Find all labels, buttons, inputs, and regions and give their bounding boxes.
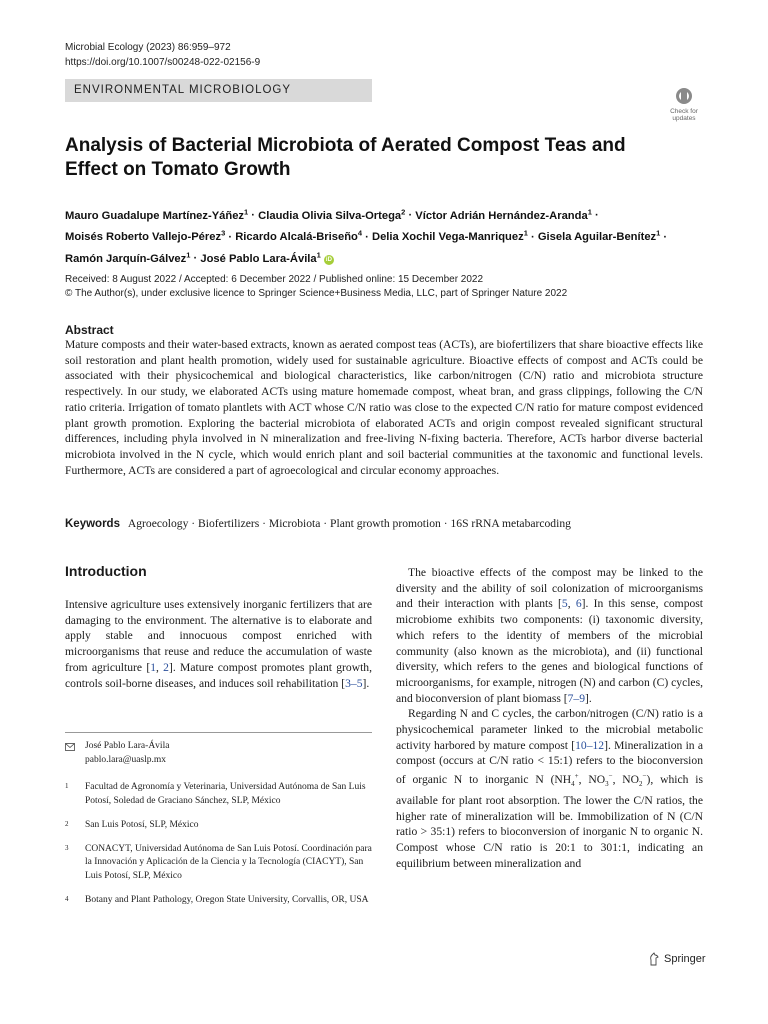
author[interactable]: Claudia Olivia Silva-Ortega$^2$ xyxy=(258,207,406,222)
paragraph: The bioactive effects of the compost may be linked to the diversity and the ability of soil colonization of microorganisms and their interaction with plants [5, 6]. In this sense, compost microbiome exhibits two components: (i) taxonomic diversity, which refers to the identity of members of the microbial community (also known as the microbiota), and (ii) functional diversity, which refers to the genes and biological functions of microorganisms, for example, nitrogen (N) and carbon (C) cycles, and bioconversion of plant biomass [7–9]. xyxy=(396,566,704,705)
keywords-label: Keywords xyxy=(65,518,120,530)
keywords-list: Agroecology · Biofertilizers · Microbiota · Plant growth promotion · 16S rRNA metabarcoding xyxy=(127,517,571,530)
footnote-divider xyxy=(65,732,372,733)
author[interactable]: Ramón Jarquín-Gálvez$^1$ xyxy=(65,250,191,266)
left-column xyxy=(65,597,372,691)
affiliation-text: Botany and Plant Pathology, Oregon State University, Corvallis, OR, USA xyxy=(85,894,369,905)
publisher-name: Springer xyxy=(664,953,706,965)
affiliation xyxy=(65,781,372,808)
affiliation-text: CONACYT, Universidad Autónoma de San Luis Potosí. Coordinación para la Innovación y Aplicación de la Ciencia y la Tecnología (CIACYT), San Luis Potosí, SLP, México xyxy=(85,843,372,881)
affiliation-text: Facultad de Agronomía y Veterinaria, Universidad Autónoma de San Luis Potosí, Soledad de Graciano Sánchez, SLP, México xyxy=(85,782,366,807)
author[interactable]: Delia Xochil Vega-Manriquez$^1$ xyxy=(372,228,528,244)
introduction-heading: Introduction xyxy=(65,563,147,579)
corresponding-email[interactable]: pablo.lara@uaslp.mx xyxy=(85,754,167,765)
affiliation-number: 3 xyxy=(65,843,69,852)
corresponding-author xyxy=(65,740,372,767)
right-column xyxy=(396,565,703,872)
citation-link[interactable]: 2 xyxy=(163,660,169,674)
citation-link[interactable]: 3–5 xyxy=(345,676,363,690)
journal-header xyxy=(65,40,260,70)
author[interactable]: Moisés Roberto Vallejo-Pérez$^3$ xyxy=(65,228,226,244)
author[interactable]: Ricardo Alcalá-Briseño$^4$ xyxy=(235,228,363,244)
corresponding-name: José Pablo Lara-Ávila xyxy=(85,741,170,751)
affiliation xyxy=(65,843,372,884)
affiliation-number: 2 xyxy=(65,819,69,828)
dates-line: Received: 8 August 2022 / Accepted: 6 December 2022 / Published online: 15 December 2022 xyxy=(65,274,484,285)
doi-link[interactable]: https://doi.org/10.1007/s00248-022-02156-9 xyxy=(65,57,261,68)
springer-horse-icon xyxy=(648,952,660,966)
affiliation-text: San Luis Potosí, SLP, México xyxy=(85,819,199,830)
orcid-icon[interactable]: iD xyxy=(325,257,332,264)
paragraph: Regarding N and C cycles, the carbon/nitrogen (C/N) ratio is a physicochemical parameter linked to the microbial metabolic activity harbored by mature compost [10–12]. Mineralization in a compost (occurs at C/N ratio < 15:1) refers to the bioconversion of organic N to inorganic N ($NH_4^+$, $NO_3^-$, $NO_2^-$), which is available for plant root absorption. The lower the C/N ratios, the higher rate of mineralization will be. Immobilization of N (C/N ratio > 35:1) refers to bioconversion of inorganic N to organic N. Compost whose C/N ratio is 20:1 to 301:1, indicating an equilibrium between mineralization and xyxy=(396,707,703,870)
copyright-line: © The Author(s), under exclusive licence to Springer Science+Business Media, LLC, part of Springer Nature 2022 xyxy=(65,288,568,299)
footnotes xyxy=(65,740,372,917)
check-badge-line2: updates xyxy=(672,115,696,122)
author[interactable]: Víctor Adrián Hernández-Aranda$^1$ xyxy=(415,207,592,222)
envelope-icon xyxy=(65,743,75,751)
affiliation-number: 1 xyxy=(65,782,69,791)
check-badge-line1: Check for xyxy=(670,108,698,115)
check-updates-icon xyxy=(662,86,706,124)
author[interactable]: Mauro Guadalupe Martínez-Yáñez$^1$ xyxy=(65,207,249,222)
paragraph: Intensive agriculture uses extensively inorganic fertilizers that are damaging to the environment. The alternative is to elaborate and apply stable and innocuous compost enriched with microorganisms that reuse and reduce the accumulation of waste from agriculture [1, 2]. Mature compost promotes plant growth, controls soil-borne diseases, and induces soil rehabilitation [3–5]. xyxy=(65,598,372,690)
keywords xyxy=(65,516,571,532)
abstract-heading: Abstract xyxy=(65,323,114,337)
paper-title: Analysis of Bacterial Microbiota of Aerated Compost Teas and Effect on Tomato Growth xyxy=(65,135,626,180)
author[interactable]: José Pablo Lara-Ávila$^1$ xyxy=(200,250,321,266)
citation-link[interactable]: 7–9 xyxy=(567,691,586,705)
citation-link[interactable]: 5 xyxy=(561,597,568,611)
citation-link[interactable]: 6 xyxy=(575,597,582,611)
author[interactable]: Gisela Aguilar-Benítez$^1$ xyxy=(537,228,661,244)
affiliation-number: 4 xyxy=(65,894,69,903)
citation-link[interactable]: 1 xyxy=(150,660,156,674)
publisher-logo xyxy=(648,952,706,966)
abstract-text: Mature composts and their water-based extracts, known as aerated compost teas (ACTs), are biofertilizers that share bioactive effects like soil restoration and plant health promotion, widely used for sustainable agriculture. Bioactive effects of compost and ACTs could be associated with their physicochemical and biological characteristics, like carbon/nitrogen (C/N) ratio and microbiota structure respectively. In our study, we elaborated ACTs using mature homemade compost, wheat bran, and grass clippings, following the C/N ratio criteria. Irrigation of tomato plantlets with ACT whose C/N ratio was close to the expected C/N ratio for mature compost evidenced plant growth promotion. Exploring the bacterial microbiota of elaborated ACTs and origin compost revealed significant structural differences, including phyla involved in N mineralization and free-living N-fixing bacteria. Therefore, ACTs harbor diverse bacterial microbiota involved in the N cycle, which would enrich plant and soil bacterial communities at the taxonomic and functional levels. Furthermore, ACTs are considered a part of agroecological and circular economy approaches. xyxy=(65,338,703,477)
author-list: Mauro Guadalupe Martínez-Yáñez$^1$ · Claudia Olivia Silva-Ortega$^2$ · Víctor Adrián Hernández-Aranda$^1$ · Moisés Roberto Vallejo-Pérez$^3$ · Ricardo Alcalá-Briseño$^4$ · Delia Xochil Vega-Manriquez$^1$ · Gisela Aguilar-Benítez$^1$ · Ramón Jarquín-Gálvez$^1$ · José Pablo Lara-Ávila$^1$ iD xyxy=(65,207,668,266)
journal-citation: Microbial Ecology (2023) 86:959–972 xyxy=(65,42,231,53)
check-for-updates-badge[interactable] xyxy=(662,86,706,124)
affiliation xyxy=(65,819,372,833)
affiliation xyxy=(65,894,372,908)
publication-dates xyxy=(65,273,567,301)
citation-link[interactable]: 10–12 xyxy=(575,738,605,752)
section-tag: ENVIRONMENTAL MICROBIOLOGY xyxy=(65,79,372,102)
